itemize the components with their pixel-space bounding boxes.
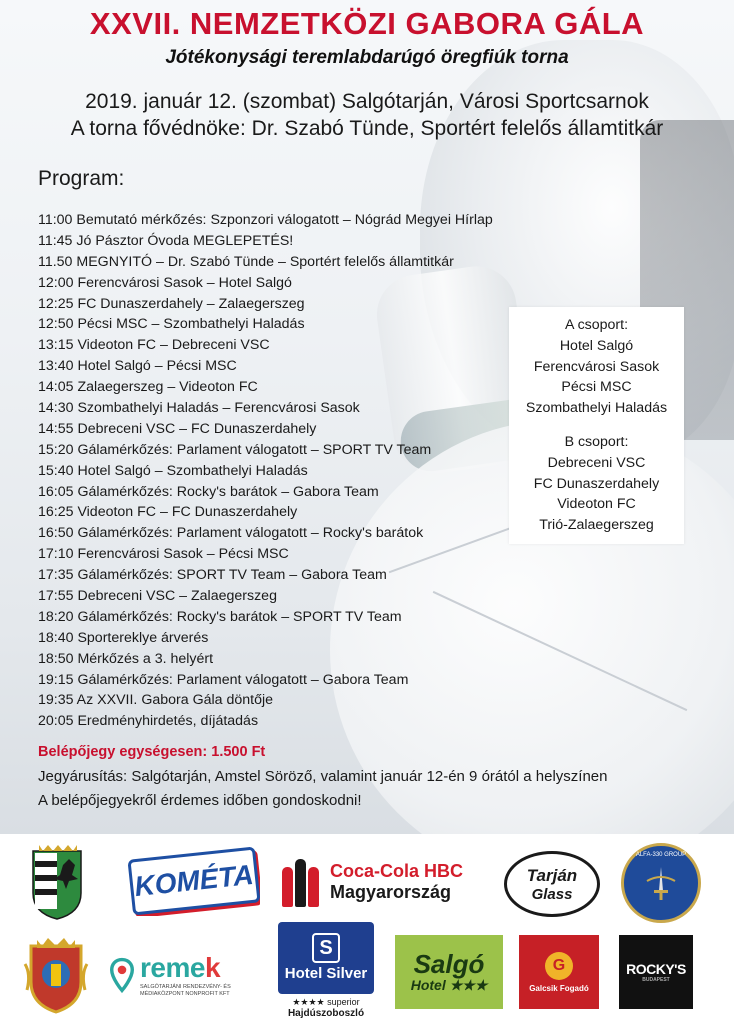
schedule-item: 18:40 Sportereklye árverés xyxy=(38,629,209,646)
hotel-silver-stars: ★★★★ superior xyxy=(292,996,360,1007)
schedule-item: 17:55 Debreceni VSC – Zalaegerszeg xyxy=(38,588,277,605)
location-pin-icon xyxy=(110,955,134,995)
poster-subtitle: Jótékonysági teremlabdarúgó öregfiúk torna xyxy=(165,47,569,68)
salgo-hotel: Hotel ★★★ xyxy=(410,977,488,993)
schedule-item: 13:15 Videoton FC – Debreceni VSC xyxy=(38,337,270,354)
ticket-note: A belépőjegyekről érdemes időben gondoskodni! xyxy=(38,792,362,809)
schedule-item: 12:50 Pécsi MSC – Szombathelyi Haladás xyxy=(38,316,305,333)
group-team: Debreceni VSC xyxy=(547,454,646,471)
patron-line: A torna fővédnöke: Dr. Szabó Tünde, Sportért felelős államtitkár xyxy=(70,117,664,140)
kometa-wordmark: KOMÉTA xyxy=(128,846,260,915)
remek-name xyxy=(140,952,260,984)
schedule-item: 18:20 Gálamérkőzés: Rocky's barátok – SPORT TV Team xyxy=(38,608,402,625)
schedule-list xyxy=(38,210,493,732)
schedule-item: 14:55 Debreceni VSC – FC Dunaszerdahely xyxy=(38,420,317,437)
rockys-logo xyxy=(618,934,694,1010)
salgotarjan-city-crest xyxy=(22,934,90,1014)
cocacola-name: Coca-Cola HBC xyxy=(330,861,464,881)
schedule-item: 16:50 Gálamérkőzés: Parlament válogatott – Rocky's barátok xyxy=(38,525,424,542)
remek-subtitle: SALGÓTARJÁNI RENDEZVÉNY- ÉS MÉDIAKÖZPONT NONPROFIT KFT xyxy=(140,984,231,997)
schedule-item: 14:30 Szombathelyi Haladás – Ferencvárosi Sasok xyxy=(38,400,360,417)
alfa-group-logo xyxy=(620,842,702,924)
group-team: Szombathelyi Haladás xyxy=(525,400,668,417)
schedule-item: 19:35 Az XXVII. Gabora Gála döntője xyxy=(38,692,274,709)
schedule-item: 12:00 Ferencvárosi Sasok – Hotel Salgó xyxy=(38,274,292,291)
group-team: Trió-Zalaegerszeg xyxy=(539,517,654,534)
poster-title: XXVII. NEMZETKÖZI GABORA GÁLA xyxy=(89,6,645,41)
ticket-sales: Jegyárusítás: Salgótarján, Amstel Söröző, valamint január 12-én 9 órától a helyszínen xyxy=(38,768,608,785)
schedule-item: 17:10 Ferencvárosi Sasok – Pécsi MSC xyxy=(38,546,289,563)
remek-name-main: reme xyxy=(140,952,205,983)
hotel-silver-name: Hotel Silver xyxy=(284,965,368,982)
sword-emblem-icon xyxy=(641,863,681,903)
hotel-salgo-logo xyxy=(394,934,504,1010)
galcsik-name: Galcsik Fogadó xyxy=(529,983,589,993)
schedule-item: 18:50 Mérkőzés a 3. helyért xyxy=(38,650,214,667)
cocacola-country: Magyarország xyxy=(330,882,452,902)
schedule-item: 20:05 Eredményhirdetés, díjátadás xyxy=(38,713,259,730)
remek-name-k: k xyxy=(204,952,221,983)
tarjan-name: Tarján xyxy=(526,865,578,885)
bottles-icon xyxy=(282,857,322,907)
date-location: 2019. január 12. (szombat) Salgótarján, Városi Sportcsarnok xyxy=(85,90,649,113)
schedule-item: 19:15 Gálamérkőzés: Parlament válogatott – Gabora Team xyxy=(38,671,409,688)
hotel-silver-s-icon: S xyxy=(312,933,340,963)
kometa-logo xyxy=(128,846,260,916)
tarjan-glass-logo xyxy=(502,848,602,920)
groups-box xyxy=(509,307,684,544)
group-team: Videoton FC xyxy=(557,496,636,513)
cocacola-hbc-logo xyxy=(282,852,482,912)
rockys-name: ROCKY'S xyxy=(626,961,686,977)
galcsik-fogado-logo xyxy=(518,934,600,1010)
group-team: Ferencvárosi Sasok xyxy=(533,358,660,375)
alfa-name: ALFA-330 GROUP xyxy=(635,852,687,858)
schedule-item: 15:20 Gálamérkőzés: Parlament válogatott – SPORT TV Team xyxy=(38,441,432,458)
schedule-item: 12:25 FC Dunaszerdahely – Zalaegerszeg xyxy=(38,295,305,312)
remek-logo xyxy=(110,936,260,1014)
group-a-title: A csoport: xyxy=(564,317,629,333)
schedule-item: 11.50 MEGNYITÓ – Dr. Szabó Tünde – Sportért felelős államtitkár xyxy=(38,253,454,270)
galcsik-emblem-icon: G xyxy=(545,952,573,980)
group-team: Hotel Salgó xyxy=(559,337,634,354)
group-team: FC Dunaszerdahely xyxy=(533,475,660,492)
salgo-name: Salgó xyxy=(413,949,485,979)
schedule-item: 15:40 Hotel Salgó – Szombathelyi Haladás xyxy=(38,462,308,479)
schedule-item: 16:25 Videoton FC – FC Dunaszerdahely xyxy=(38,504,298,521)
group-b-title: B csoport: xyxy=(564,433,629,450)
schedule-item: 17:35 Gálamérkőzés: SPORT TV Team – Gabora Team xyxy=(38,567,387,584)
schedule-item: 16:05 Gálamérkőzés: Rocky's barátok – Gabora Team xyxy=(38,483,379,500)
schedule-item: 13:40 Hotel Salgó – Pécsi MSC xyxy=(38,358,237,375)
nograd-county-crest xyxy=(28,842,86,922)
schedule-item: 14:05 Zalaegerszeg – Videoton FC xyxy=(38,379,258,396)
ticket-price: Belépőjegy egységesen: 1.500 Ft xyxy=(38,744,266,760)
hotel-silver-logo xyxy=(274,920,378,1020)
schedule-item: 11:45 Jó Pásztor Óvoda MEGLEPETÉS! xyxy=(38,232,294,249)
rockys-sub: BUDAPEST xyxy=(642,977,670,983)
group-team: Pécsi MSC xyxy=(561,379,632,396)
glass-name: Glass xyxy=(531,885,573,903)
program-heading: Program: xyxy=(38,167,125,190)
hotel-silver-city: Hajdúszoboszló xyxy=(287,1007,365,1019)
schedule-item: 11:00 Bemutató mérkőzés: Szponzori válogatott – Nógrád Megyei Hírlap xyxy=(38,212,493,228)
